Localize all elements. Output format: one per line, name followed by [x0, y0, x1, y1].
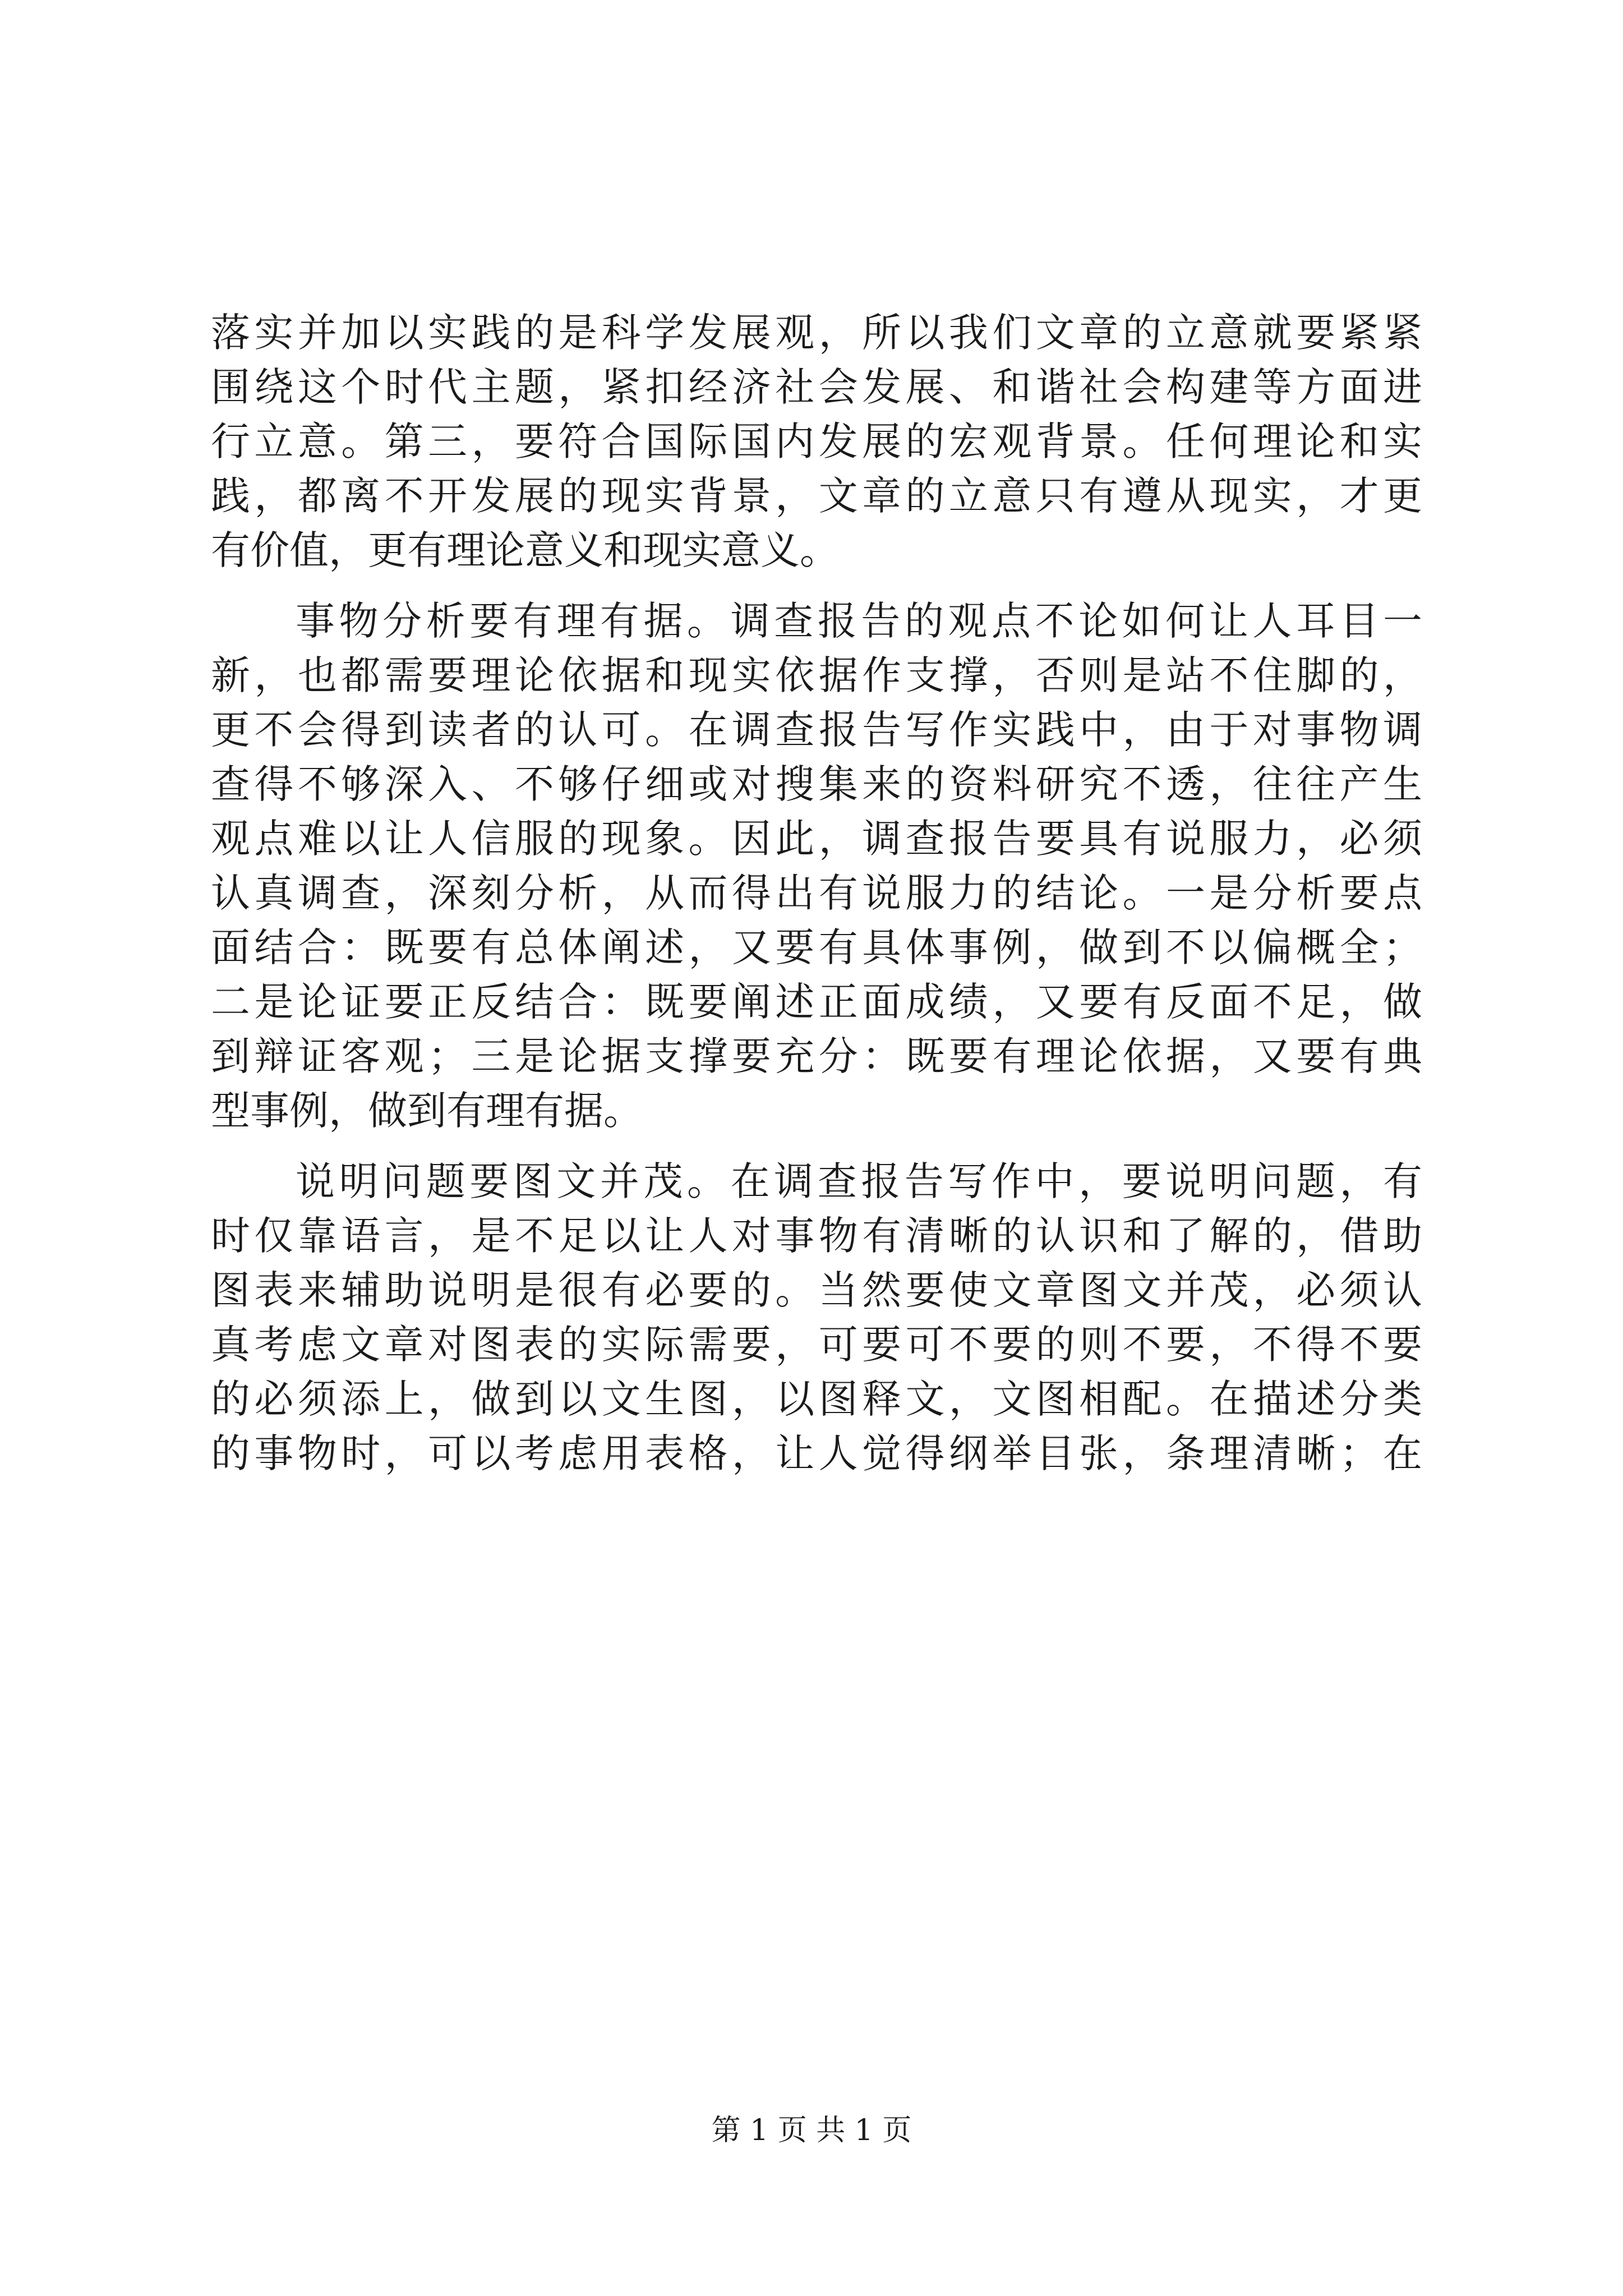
paragraph-2-line-7: 面结合：既要有总体阐述，又要有具体事例，做到不以偏概全； — [211, 924, 1422, 970]
paragraph-1-line-2: 围绕这个时代主题，紧扣经济社会发展、和谐社会构建等方面进 — [211, 364, 1422, 410]
paragraph-spacer — [211, 578, 1422, 594]
paragraph-2-line-5: 观点难以让人信服的现象。因此，调查报告要具有说服力，必须 — [211, 816, 1422, 862]
paragraph-2-line-2: 新，也都需要理论依据和现实依据作支撑，否则是站不住脚的， — [211, 652, 1422, 698]
paragraph-2-line-6: 认真调查，深刻分析，从而得出有说服力的结论。一是分析要点 — [211, 870, 1422, 916]
paragraph-2-line-3: 更不会得到读者的认可。在调查报告写作实践中，由于对事物调 — [211, 707, 1422, 753]
paragraph-1-line-3: 行立意。第三，要符合国际国内发展的宏观背景。任何理论和实 — [211, 418, 1422, 464]
paragraph-2-line-4: 查得不够深入、不够仔细或对搜集来的资料研究不透，往往产生 — [211, 761, 1422, 807]
paragraph-2-line-1: 事物分析要有理有据。调查报告的观点不论如何让人耳目一 — [296, 598, 1422, 644]
page-number-footer: 第 1 页 共 1 页 — [711, 2114, 912, 2147]
paragraph-2-line-8: 二是论证要正反结合：既要阐述正面成绩，又要有反面不足，做 — [211, 979, 1422, 1025]
paragraph-3-line-1: 说明问题要图文并茂。在调查报告写作中，要说明问题，有 — [296, 1158, 1422, 1204]
paragraph-3-line-2: 时仅靠语言，是不足以让人对事物有清晰的认识和了解的，借助 — [211, 1213, 1422, 1259]
paragraph-3-line-3: 图表来辅助说明是很有必要的。当然要使文章图文并茂，必须认 — [211, 1267, 1422, 1313]
paragraph-1-line-4: 践，都离不开发展的现实背景，文章的立意只有遵从现实，才更 — [211, 473, 1422, 519]
paragraph-spacer — [211, 1138, 1422, 1154]
paragraph-1-line-5: 有价值，更有理论意义和现实意义。 — [211, 527, 839, 573]
paragraph-3-line-6: 的事物时，可以考虑用表格，让人觉得纲举目张，条理清晰；在 — [211, 1430, 1422, 1476]
paragraph-1-line-1: 落实并加以实践的是科学发展观，所以我们文章的立意就要紧紧 — [211, 310, 1422, 356]
paragraph-2-line-9: 到辩证客观；三是论据支撑要充分：既要有理论依据，又要有典 — [211, 1033, 1422, 1079]
paragraph-3-line-4: 真考虑文章对图表的实际需要，可要可不要的则不要，不得不要 — [211, 1322, 1422, 1368]
document-body — [211, 306, 1422, 1481]
paragraph-2-line-10: 型事例，做到有理有据。 — [211, 1088, 643, 1134]
paragraph-3-line-5: 的必须添上，做到以文生图，以图释文，文图相配。在描述分类 — [211, 1376, 1422, 1422]
